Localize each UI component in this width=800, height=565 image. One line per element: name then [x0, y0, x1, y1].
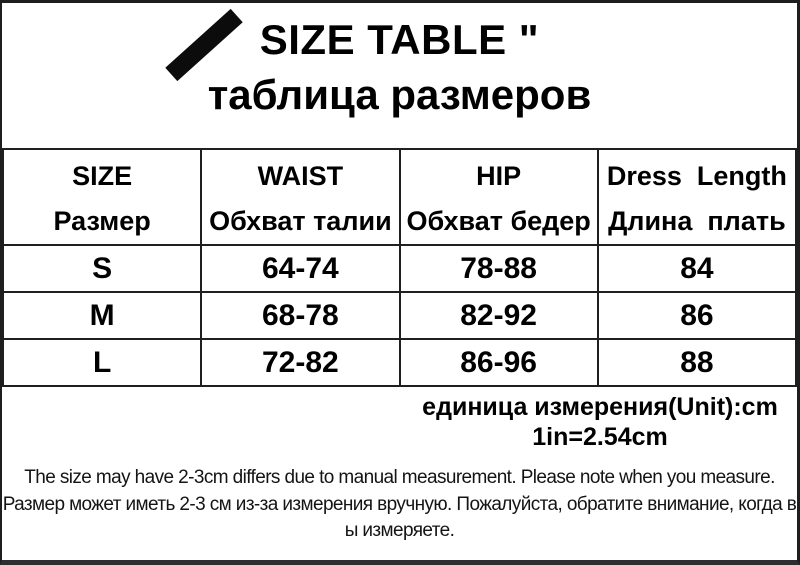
cell-hip-s: 78-88: [400, 245, 598, 292]
table-row-m: [3, 292, 796, 339]
col-header-hip-en: HIP: [476, 161, 522, 191]
size-table-body: [3, 245, 796, 386]
col-header-waist: [201, 149, 399, 245]
cell-size-l: L: [3, 339, 201, 386]
cell-waist-s: 64-74: [201, 245, 399, 292]
col-header-waist-cell: [202, 150, 398, 244]
col-header-waist-en: WAIST: [257, 161, 344, 191]
cell-length-s: 84: [598, 245, 796, 292]
col-header-length-en: Dress Length: [606, 161, 787, 191]
cell-waist-m: 68-78: [201, 292, 399, 339]
cell-length-l: 88: [598, 339, 796, 386]
disclaimer-ru-1: Размер может иметь 2-3 см из-за измерения вручную. Пожалуйста, обратите внимание, когда в: [2, 493, 797, 515]
col-header-size: [3, 149, 201, 245]
col-header-size-en: SIZE: [72, 161, 133, 191]
unit-note: [400, 392, 800, 452]
col-header-hip-ru: Обхват бедер: [406, 206, 591, 236]
disclaimer-en: The size may have 2-3cm differs due to manual measurement. Please note when you measure.: [24, 467, 775, 488]
page-title-en: SIZE TABLE ": [259, 16, 540, 63]
measurement-disclaimer: [2, 465, 797, 545]
table-row-l: [3, 339, 796, 386]
unit-note-line2: 1in=2.54cm: [532, 423, 668, 451]
size-table: [2, 148, 797, 387]
header-row: [3, 149, 796, 245]
col-header-length: [598, 149, 796, 245]
size-table-header: [3, 149, 796, 245]
page-title-block: [2, 16, 797, 118]
disclaimer-ru-2: ы измеряете.: [344, 520, 455, 541]
col-header-hip: [400, 149, 598, 245]
table-row-s: [3, 245, 796, 292]
cell-waist-l: 72-82: [201, 339, 399, 386]
col-header-hip-cell: [401, 150, 597, 244]
cell-hip-m: 82-92: [400, 292, 598, 339]
col-header-length-ru: Длина плать: [608, 206, 786, 236]
col-header-waist-ru: Обхват талии: [209, 206, 392, 236]
unit-note-line1: единица измерения(Unit):cm: [422, 393, 778, 421]
col-header-size-cell: [4, 150, 200, 244]
page-title-ru: таблица размеров: [207, 71, 592, 118]
cell-size-m: M: [3, 292, 201, 339]
col-header-length-cell: [599, 150, 795, 244]
col-header-size-ru: Размер: [53, 206, 151, 236]
cell-size-s: S: [3, 245, 201, 292]
cell-hip-l: 86-96: [400, 339, 598, 386]
cell-length-m: 86: [598, 292, 796, 339]
